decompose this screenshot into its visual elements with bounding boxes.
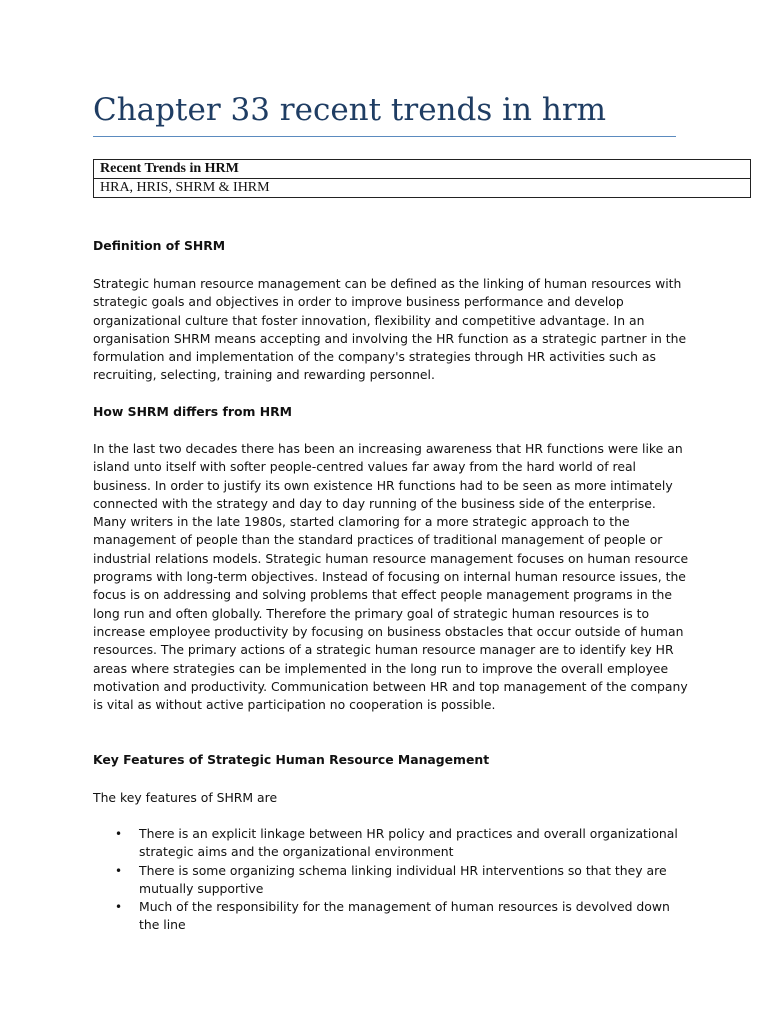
section-heading: Definition of SHRM: [93, 238, 226, 253]
table-row: [94, 179, 751, 198]
section-heading: Key Features of Strategic Human Resource Management: [93, 752, 490, 767]
list-item-text: There is some organizing schema linking individual HR interventions so that they are mutually supportive: [139, 862, 667, 896]
bullet-icon: •: [115, 827, 123, 841]
paragraph: Strategic human resource management can be defined as the linking of human resources with strategic goals and objectives in order to improve business performance and develop organizational culture that foster innovation, flexibility and competitive advantage. In an organisation SHRM means accepting and involving the HR function as a strategic partner in the formulation and implementation of the company's strategies through HR activities such as recruiting, selecting, training and rewarding personnel.: [93, 276, 687, 383]
list-item: [93, 898, 693, 935]
list-item: [93, 825, 693, 862]
paragraph: In the last two decades there has been an increasing awareness that HR functions were like an island unto itself with softer people-centred values far away from the hard world of real business. In order to justify its own existence HR functions had to be seen as more intimately connected with the strategy and day to day running of the business side of the enterprise. Many writers in the late 1980s, started clamoring for a more strategic approach to the management of people than the standard practices of traditional management of people or industrial relations models. Strategic human resource management focuses on human resource programs with long-term objectives. Instead of focusing on internal human resource issues, the focus is on addressing and solving problems that effect people management programs in the long run and often globally. Therefore the primary goal of strategic human resources is to increase employee productivity by focusing on business obstacles that occur outside of human resources. The primary actions of a strategic human resource manager are to identify key HR areas where strategies can be implemented in the long run to improve the overall employee motivation and productivity. Communication between HR and top management of the company is vital as without active participation no cooperation is possible.: [93, 441, 689, 713]
table-header-cell: Recent Trends in HRM: [94, 160, 751, 179]
section-heading: How SHRM differs from HRM: [93, 404, 292, 419]
list-item-text: There is an explicit linkage between HR policy and practices and overall organizational strategic aims and the organizational environment: [139, 826, 678, 860]
table-cell: HRA, HRIS, SHRM & IHRM: [94, 179, 751, 198]
page-title: Chapter 33 recent trends in hrm: [93, 92, 607, 128]
paragraph: The key features of SHRM are: [93, 790, 278, 805]
list-item: [93, 862, 693, 899]
section-differs-body: [93, 440, 693, 714]
section-definition-heading: [93, 237, 693, 255]
bullet-icon: •: [115, 900, 123, 915]
list-item-text: Much of the responsibility for the management of human resources is devolved down the line: [139, 899, 670, 933]
table-header-row: [94, 160, 751, 179]
section-features-intro: [93, 789, 693, 807]
title-divider: [93, 136, 676, 137]
bullet-icon: •: [115, 863, 123, 878]
topic-table: [93, 159, 751, 198]
section-differs-heading: [93, 403, 693, 421]
feature-list: [93, 825, 693, 935]
section-definition-body: [93, 275, 693, 385]
section-features-heading: [93, 751, 693, 769]
